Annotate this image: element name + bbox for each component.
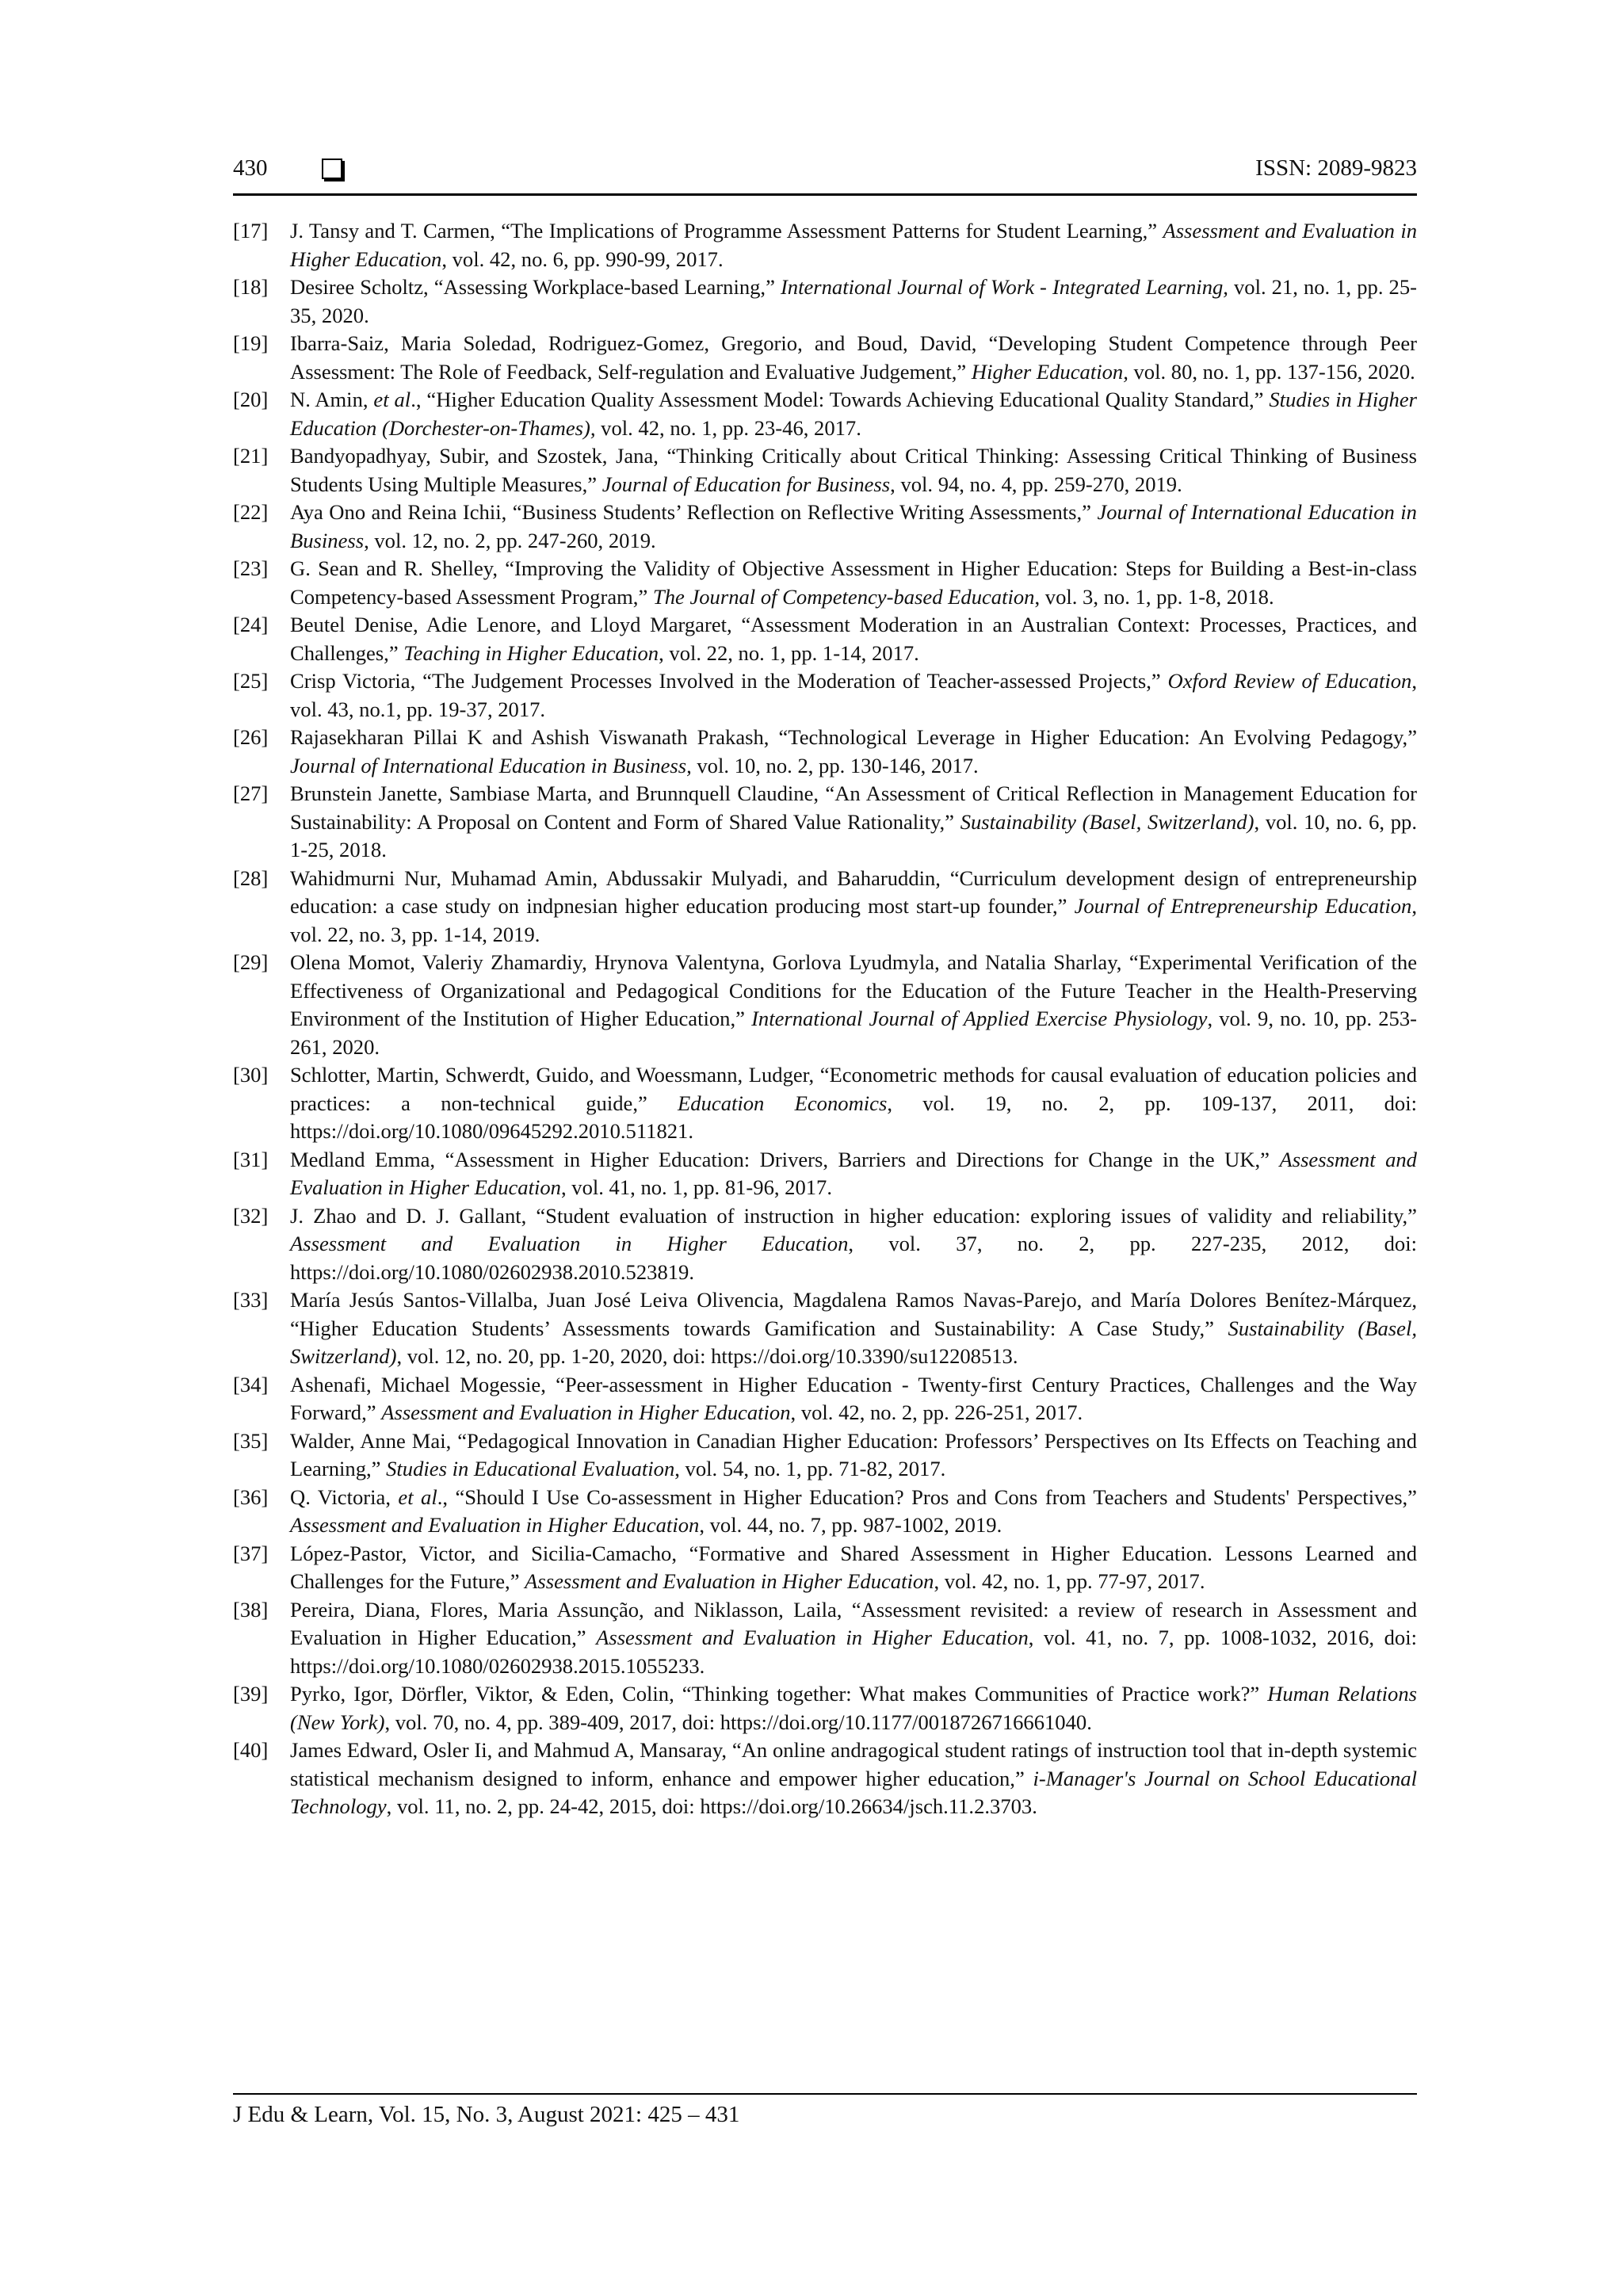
reference-number: [24] xyxy=(233,613,269,636)
reference-source: Assessment and Evaluation in Higher Education xyxy=(290,1147,1417,1199)
reference-number: [22] xyxy=(233,500,269,524)
reference-source: Oxford Review of Education xyxy=(1167,669,1412,693)
reference-number: [34] xyxy=(233,1372,269,1396)
reference-item xyxy=(233,1286,1417,1371)
reference-number: [25] xyxy=(233,669,269,693)
reference-source: et al xyxy=(373,388,411,411)
reference-item xyxy=(233,386,1417,442)
reference-text: Medland Emma, “Assessment in Higher Education: Drivers, Barriers and Directions for Change in the UK,” xyxy=(290,1147,1280,1171)
reference-text: , vol. 22, no. 3, pp. 1-14, 2019. xyxy=(290,894,1417,946)
reference-item xyxy=(233,611,1417,667)
reference-text: Olena Momot, Valeriy Zhamardiy, Hrynova Valentyna, Gorlova Lyudmyla, and Natalia Sharlay, “Experimental Verification of the Effectiveness of Organizational and Pedagogical Conditions for the Education of the Future Teacher in the Health-Preserving Environment of the Institution of Higher Education,” xyxy=(290,950,1417,1030)
reference-number: [30] xyxy=(233,1063,269,1087)
reference-source: Human Relations (New York) xyxy=(290,1682,1417,1734)
reference-text: , vol. 3, no. 1, pp. 1-8, 2018. xyxy=(1034,584,1274,609)
reference-item xyxy=(233,1371,1417,1427)
reference-number: [32] xyxy=(233,1203,269,1228)
reference-text: vol. 42, no. 1, pp. 23-46, 2017. xyxy=(595,415,861,440)
reference-text: ., “Higher Education Quality Assessment Model: Towards Achieving Educational Quality Standard,” xyxy=(411,388,1270,411)
reference-text: , vol. 12, no. 20, pp. 1-20, 2020, doi: https://doi.org/10.3390/su12208513. xyxy=(396,1344,1018,1368)
reference-text: María Jesús Santos-Villalba, Juan José Leiva Olivencia, Magdalena Ramos Navas-Parejo, and María Dolores Benítez-Márquez, “Higher Education Students’ Assessments towards Gamification and Sustainability: A Case Study,” xyxy=(290,1288,1417,1340)
reference-number: [33] xyxy=(233,1288,269,1312)
reference-item xyxy=(233,330,1417,386)
reference-item xyxy=(233,555,1417,611)
reference-item xyxy=(233,1596,1417,1681)
reference-text: , vol. 37, no. 2, pp. 227-235, 2012, doi: https://doi.org/10.1080/02602938.2010.523819. xyxy=(290,1232,1417,1284)
reference-text: , vol. 10, no. 6, pp. 1-25, 2018. xyxy=(290,809,1417,861)
reference-number: [39] xyxy=(233,1682,269,1706)
reference-text: Pereira, Diana, Flores, Maria Assunção, and Niklasson, Laila, “Assessment revisited: a review of research in Assessment and Evaluation in Higher Education,” xyxy=(290,1597,1417,1649)
reference-item xyxy=(233,273,1417,330)
reference-text: Bandyopadhyay, Subir, and Szostek, Jana, “Thinking Critically about Critical Thinking: Assessing Critical Thinking of Business Students Using Multiple Measures,” xyxy=(290,444,1417,496)
reference-source: Assessment and Evaluation in Higher Education xyxy=(290,1232,849,1255)
reference-text: Pyrko, Igor, Dörfler, Viktor, & Eden, Colin, “Thinking together: What makes Communities of Practice work?” xyxy=(290,1682,1268,1706)
reference-source: Teaching in Higher Education xyxy=(403,640,659,665)
reference-source: Journal of International Education in Business xyxy=(290,500,1417,552)
reference-number: [26] xyxy=(233,725,269,749)
reference-text: , vol. 9, no. 10, pp. 253-261, 2020. xyxy=(290,1007,1417,1059)
reference-item xyxy=(233,780,1417,865)
reference-number: [21] xyxy=(233,444,269,468)
reference-text: Ashenafi, Michael Mogessie, “Peer-assessment in Higher Education - Twenty-first Century Practices, Challenges and the Way Forward,” xyxy=(290,1372,1417,1424)
reference-text: , vol. 12, no. 2, pp. 247-260, 2019. xyxy=(364,528,656,552)
reference-text: N. Amin, xyxy=(290,388,374,411)
reference-text: vol. 21, no. 1, pp. 25-35, 2020. xyxy=(290,275,1417,327)
reference-text: , vol. 44, no. 7, pp. 987-1002, 2019. xyxy=(699,1513,1002,1537)
reference-text: G. Sean and R. Shelley, “Improving the Validity of Objective Assessment in Higher Education: Steps for Building a Best-in-class Competency-based Assessment Program,” xyxy=(290,556,1417,609)
reference-source: The Journal of Competency-based Education xyxy=(652,584,1035,609)
reference-source: Education Economics xyxy=(678,1091,888,1115)
reference-item xyxy=(233,1680,1417,1736)
reference-number: [37] xyxy=(233,1541,269,1565)
reference-text: Q. Victoria, xyxy=(290,1484,399,1509)
reference-text: , vol. 54, no. 1, pp. 71-82, 2017. xyxy=(674,1457,946,1480)
reference-text: , vol. 41, no. 7, pp. 1008-1032, 2016, doi: https://doi.org/10.1080/02602938.2015.1055233. xyxy=(290,1626,1417,1678)
reference-text: J. Zhao and D. J. Gallant, “Student evaluation of instruction in higher education: exploring issues of validity and reliability,” xyxy=(290,1203,1417,1228)
reference-item xyxy=(233,499,1417,555)
reference-text: Crisp Victoria, “The Judgement Processes Involved in the Moderation of Teacher-assessed Projects,” xyxy=(290,669,1168,693)
reference-text: , vol. 42, no. 6, pp. 990-99, 2017. xyxy=(441,246,724,271)
reference-text: , vol. 94, no. 4, pp. 259-270, 2019. xyxy=(890,472,1182,496)
reference-number: [23] xyxy=(233,556,269,580)
reference-source: Sustainability (Basel, Switzerland) xyxy=(290,1316,1417,1368)
reference-item xyxy=(233,1202,1417,1287)
reference-source: International Journal of Applied Exercise Physiology xyxy=(751,1007,1208,1030)
reference-number: [29] xyxy=(233,950,269,974)
reference-text: , vol. 11, no. 2, pp. 24-42, 2015, doi: https://doi.org/10.26634/jsch.11.2.3703. xyxy=(386,1794,1037,1818)
reference-text: , vol. 42, no. 1, pp. 77-97, 2017. xyxy=(934,1569,1205,1593)
reference-number: [31] xyxy=(233,1147,269,1171)
reference-text: , vol. 19, no. 2, pp. 109-137, 2011, doi: https://doi.org/10.1080/09645292.2010.511821. xyxy=(290,1091,1417,1143)
reference-text: Ibarra-Saiz, Maria Soledad, Rodriguez-Gomez, Gregorio, and Boud, David, “Developing Student Competence through Peer Assessment: The Role of Feedback, Self-regulation and Evaluative Judgement,” xyxy=(290,331,1417,384)
reference-item xyxy=(233,667,1417,724)
reference-item xyxy=(233,1427,1417,1484)
reference-source: Higher Education, xyxy=(971,359,1128,384)
reference-number: [40] xyxy=(233,1738,269,1762)
reference-source: Journal of Entrepreneurship Education xyxy=(1074,894,1412,918)
reference-text: vol. 80, no. 1, pp. 137-156, 2020. xyxy=(1128,359,1415,384)
page-footer: J Edu & Learn, Vol. 15, No. 3, August 2021: 425 – 431 xyxy=(233,2102,740,2127)
reference-number: [17] xyxy=(233,219,269,243)
reference-item xyxy=(233,1146,1417,1202)
reference-source: Assessment and Evaluation in Higher Education xyxy=(290,1513,700,1537)
page-number: 430 xyxy=(233,155,268,181)
reference-number: [28] xyxy=(233,865,269,890)
reference-text: J. Tansy and T. Carmen, “The Implications of Programme Assessment Patterns for Student Learning,” xyxy=(290,219,1163,243)
reference-item xyxy=(233,442,1417,499)
reference-item xyxy=(233,217,1417,273)
page-header xyxy=(233,155,1417,196)
checkbox-icon xyxy=(322,159,342,179)
reference-list xyxy=(233,217,1417,1821)
reference-number: [27] xyxy=(233,781,269,805)
reference-number: [20] xyxy=(233,388,269,411)
reference-item xyxy=(233,865,1417,949)
reference-source: Studies in Higher Education (Dorchester-on-Thames), xyxy=(290,388,1417,440)
reference-source: et al xyxy=(398,1484,437,1509)
reference-text: Aya Ono and Reina Ichii, “Business Students’ Reflection on Reflective Writing Assessments,” xyxy=(290,500,1098,524)
reference-source: Assessment and Evaluation in Higher Education xyxy=(381,1400,791,1424)
reference-source: Assessment and Evaluation in Higher Education xyxy=(290,219,1418,271)
reference-text: , vol. 41, no. 1, pp. 81-96, 2017. xyxy=(560,1175,833,1199)
reference-text: James Edward, Osler Ii, and Mahmud A, Mansaray, “An online andragogical student ratings of instruction tool that in-depth systemic statistical mechanism designed to inform, enhance and empower higher education,” xyxy=(290,1738,1417,1790)
reference-text: López-Pastor, Victor, and Sicilia-Camacho, “Formative and Shared Assessment in Higher Education. Lessons Learned and Challenges for the Future,” xyxy=(290,1541,1417,1593)
reference-source: i-Manager's Journal on School Educational Technology xyxy=(290,1766,1417,1818)
reference-text: Desiree Scholtz, “Assessing Workplace-based Learning,” xyxy=(290,275,781,299)
reference-source: Sustainability (Basel, Switzerland) xyxy=(960,809,1254,834)
reference-text: , vol. 42, no. 2, pp. 226-251, 2017. xyxy=(790,1400,1083,1424)
reference-text: , vol. 43, no.1, pp. 19-37, 2017. xyxy=(290,669,1417,721)
reference-text: vol. 10, no. 2, pp. 130-146, 2017. xyxy=(691,753,979,777)
reference-source: Journal of International Education in Business, xyxy=(290,753,692,777)
reference-text: Rajasekharan Pillai K and Ashish Viswanath Prakash, “Technological Leverage in Higher Education: An Evolving Pedagogy,” xyxy=(290,725,1417,749)
reference-source: International Journal of Work - Integrated Learning, xyxy=(780,275,1228,299)
reference-number: [36] xyxy=(233,1484,269,1509)
reference-text: Beutel Denise, Adie Lenore, and Lloyd Margaret, “Assessment Moderation in an Australian Context: Processes, Practices, and Challenges,” xyxy=(290,613,1417,665)
reference-text: , vol. 22, no. 1, pp. 1-14, 2017. xyxy=(659,640,919,665)
reference-source: Journal of Education for Business xyxy=(601,472,891,496)
reference-item xyxy=(233,1540,1417,1596)
reference-item xyxy=(233,1061,1417,1146)
footer-divider xyxy=(233,2093,1417,2095)
reference-number: [35] xyxy=(233,1428,269,1453)
reference-text: Wahidmurni Nur, Muhamad Amin, Abdussakir Mulyadi, and Baharuddin, “Curriculum development design of entrepreneurship education: a case study on indpnesian higher education producing most start-up founder,” xyxy=(290,865,1417,918)
reference-text: ., “Should I Use Co-assessment in Higher Education? Pros and Cons from Teachers and Students' Perspectives,” xyxy=(437,1484,1417,1509)
reference-source: Assessment and Evaluation in Higher Education xyxy=(525,1569,934,1593)
reference-source: Studies in Educational Evaluation xyxy=(386,1457,675,1480)
reference-number: [19] xyxy=(233,331,269,355)
reference-number: [38] xyxy=(233,1597,269,1622)
reference-item xyxy=(233,724,1417,780)
reference-text: , vol. 70, no. 4, pp. 389-409, 2017, doi: https://doi.org/10.1177/0018726716661040. xyxy=(384,1710,1092,1734)
reference-number: [18] xyxy=(233,275,269,299)
reference-item xyxy=(233,1736,1417,1821)
issn: ISSN: 2089-9823 xyxy=(1255,155,1417,181)
reference-item xyxy=(233,949,1417,1061)
reference-item xyxy=(233,1484,1417,1540)
reference-text: Brunstein Janette, Sambiase Marta, and Brunnquell Claudine, “An Assessment of Critical Reflection in Management Education for Sustainability: A Proposal on Content and Form of Shared Value Rationality,” xyxy=(290,781,1417,834)
reference-text: Walder, Anne Mai, “Pedagogical Innovation in Canadian Higher Education: Professors’ Perspectives on Its Effects on Teaching and Learning,” xyxy=(290,1428,1417,1480)
reference-text: Schlotter, Martin, Schwerdt, Guido, and Woessmann, Ludger, “Econometric methods for causal evaluation of education policies and practices: a non-technical guide,” xyxy=(290,1063,1417,1115)
reference-source: Assessment and Evaluation in Higher Education xyxy=(596,1626,1029,1649)
